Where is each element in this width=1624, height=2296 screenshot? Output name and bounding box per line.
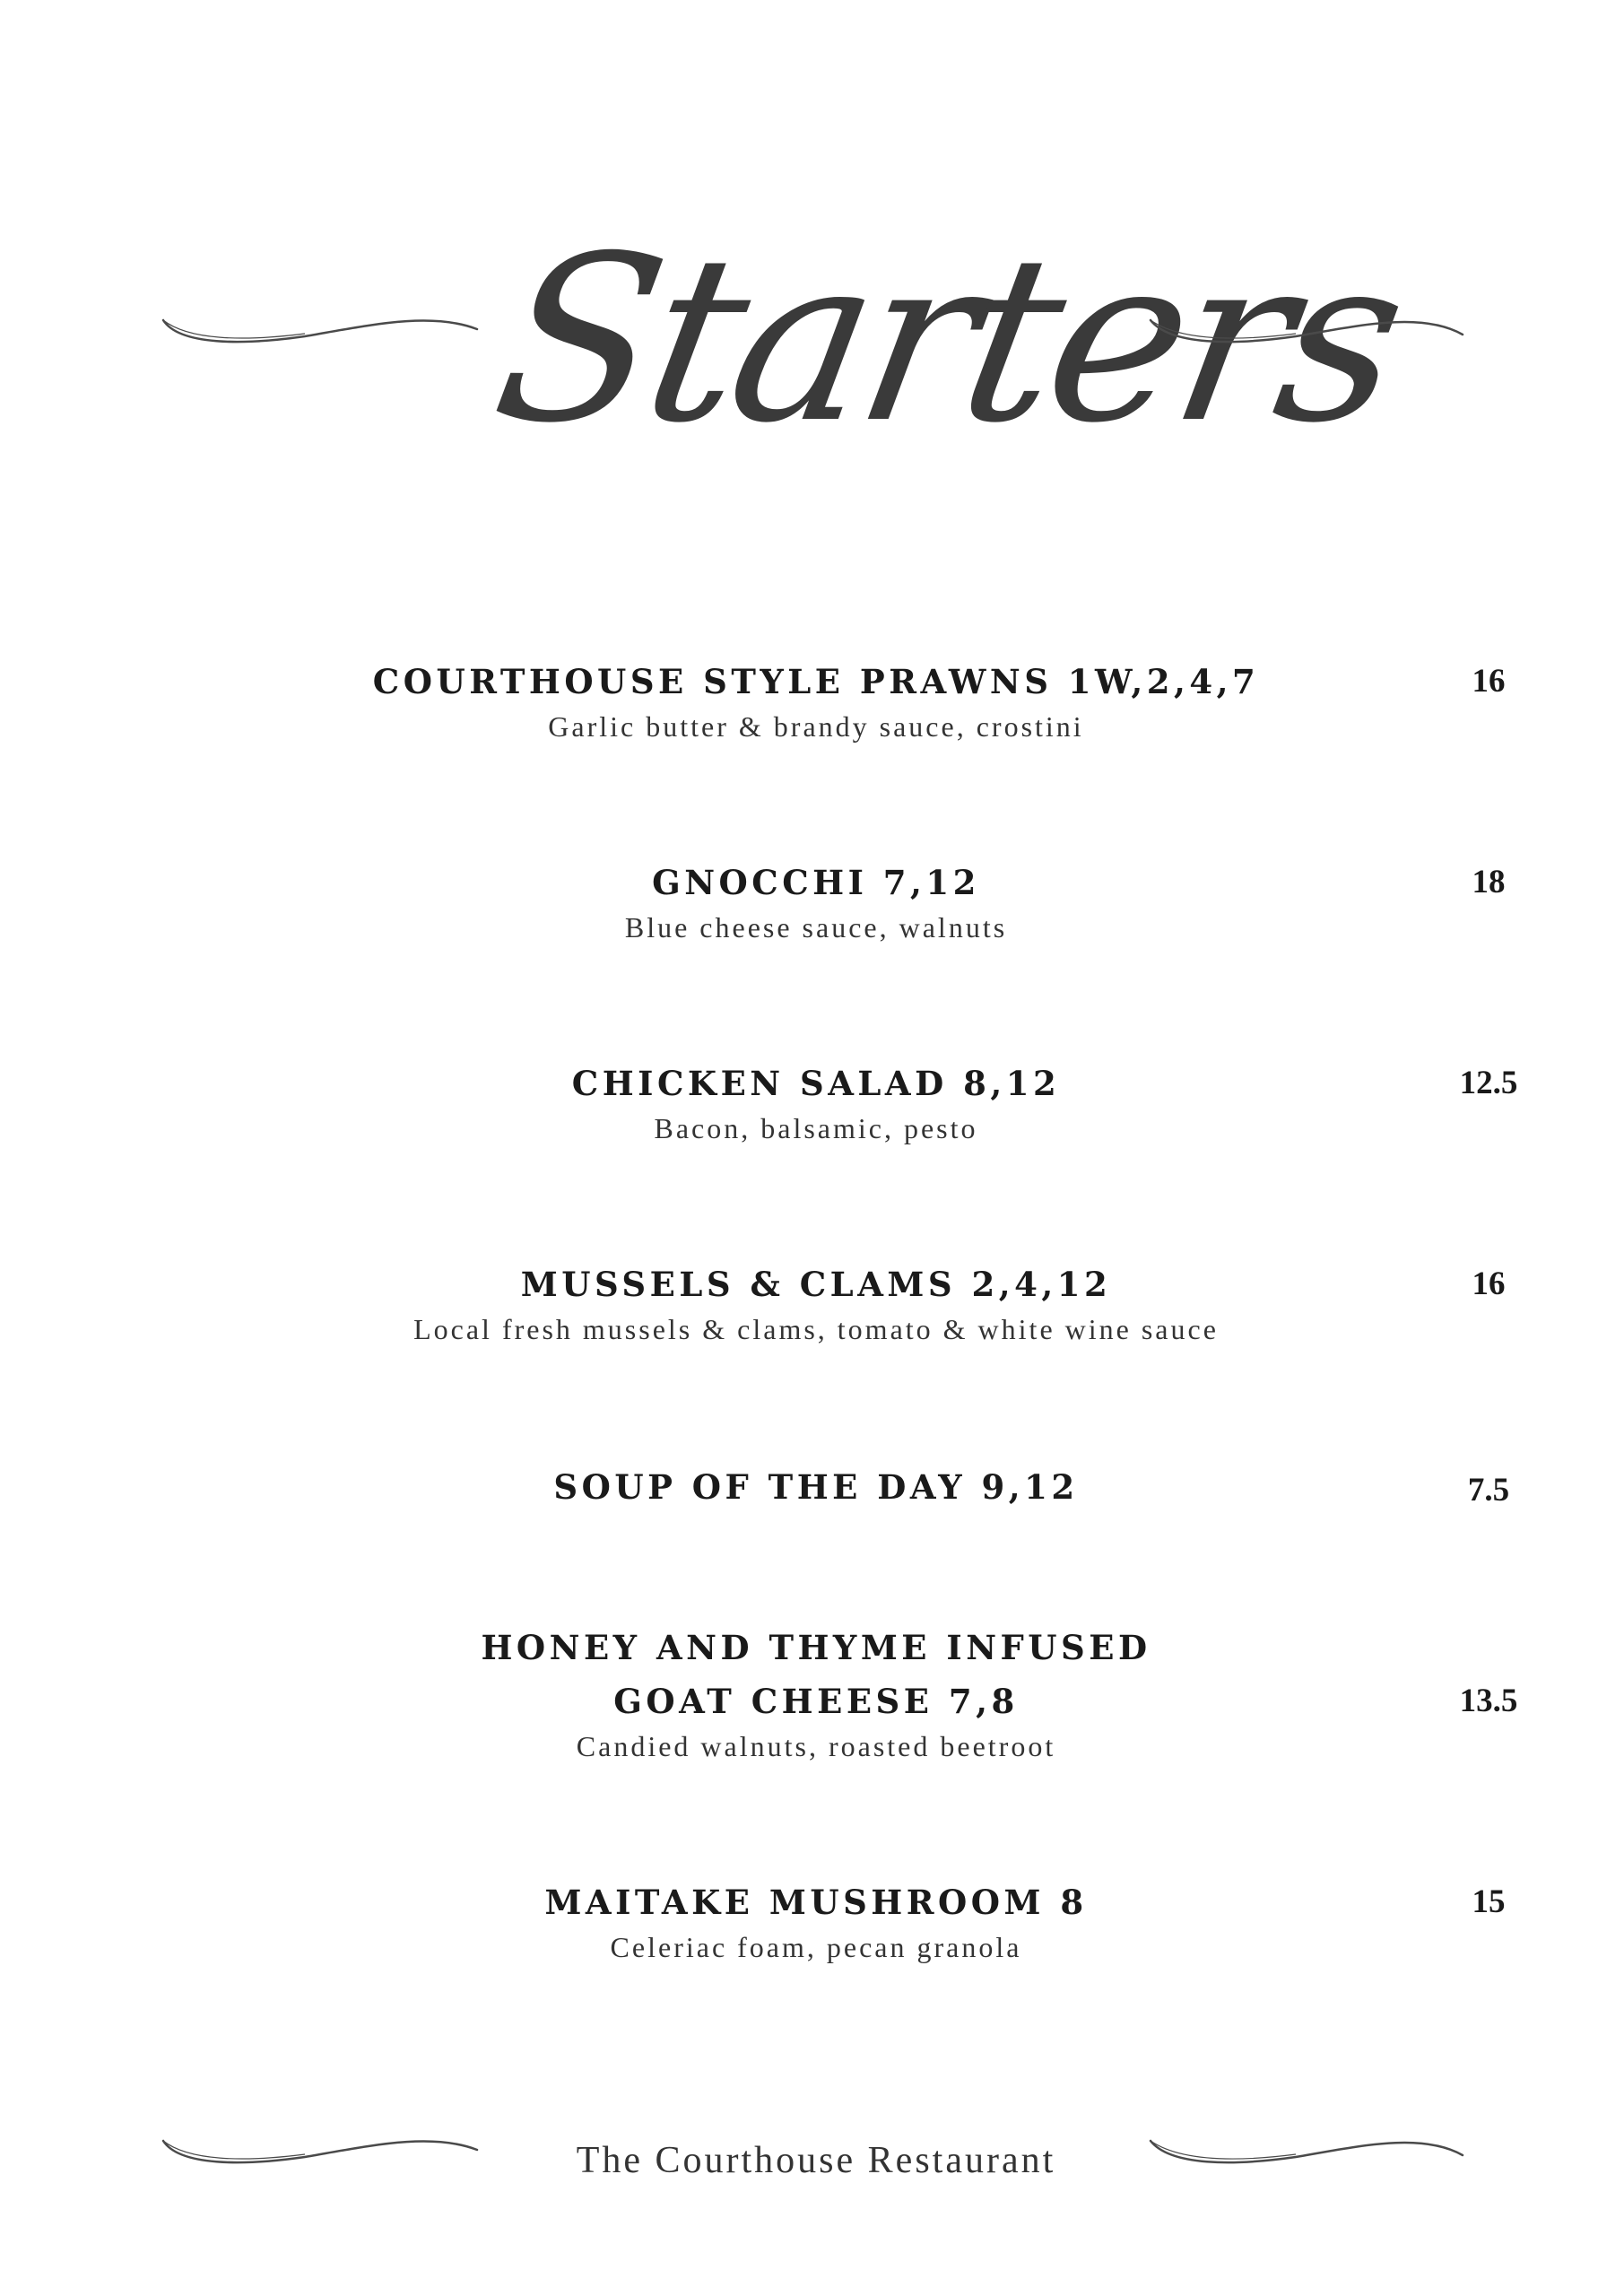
- menu-title: Starters: [478, 207, 1417, 474]
- footer-ornament-left: [161, 2130, 484, 2175]
- item-name: SOUP OF THE DAY 9,12: [553, 1467, 1079, 1507]
- item-price: 15: [1472, 1883, 1506, 1920]
- item-name-line-2: GOAT CHEESE 7,8: [613, 1682, 1019, 1721]
- item-description: Bacon, balsamic, pesto: [654, 1112, 978, 1144]
- item-name: MUSSELS & CLAMS 2,4,12: [520, 1265, 1112, 1304]
- footer-ornament-right: [1143, 2130, 1466, 2175]
- restaurant-name: The Courthouse Restaurant: [576, 2140, 1056, 2181]
- title-ornament-right: [1143, 309, 1466, 354]
- item-price: 13.5: [1459, 1683, 1518, 1719]
- item-price: 12.5: [1459, 1065, 1518, 1101]
- title-ornament-left: [161, 309, 484, 354]
- item-description: Blue cheese sauce, walnuts: [624, 911, 1008, 944]
- item-description: Local fresh mussels & clams, tomato & white wine sauce: [413, 1313, 1219, 1345]
- item-name-line-1: HONEY AND THYME INFUSED: [481, 1628, 1151, 1667]
- item-name: CHICKEN SALAD 8,12: [571, 1064, 1061, 1103]
- item-name: MAITAKE MUSHROOM 8: [544, 1883, 1088, 1922]
- item-description: Celeriac foam, pecan granola: [610, 1931, 1022, 1963]
- item-price: 7.5: [1467, 1472, 1510, 1509]
- item-description: Candied walnuts, roasted beetroot: [576, 1730, 1056, 1762]
- item-price: 16: [1472, 1265, 1506, 1302]
- item-name: GNOCCHI 7,12: [652, 863, 980, 902]
- item-price: 16: [1472, 663, 1506, 700]
- item-price: 18: [1472, 864, 1506, 900]
- item-description: Garlic butter & brandy sauce, crostini: [548, 710, 1084, 743]
- item-name: COURTHOUSE STYLE PRAWNS 1W,2,4,7: [372, 662, 1260, 701]
